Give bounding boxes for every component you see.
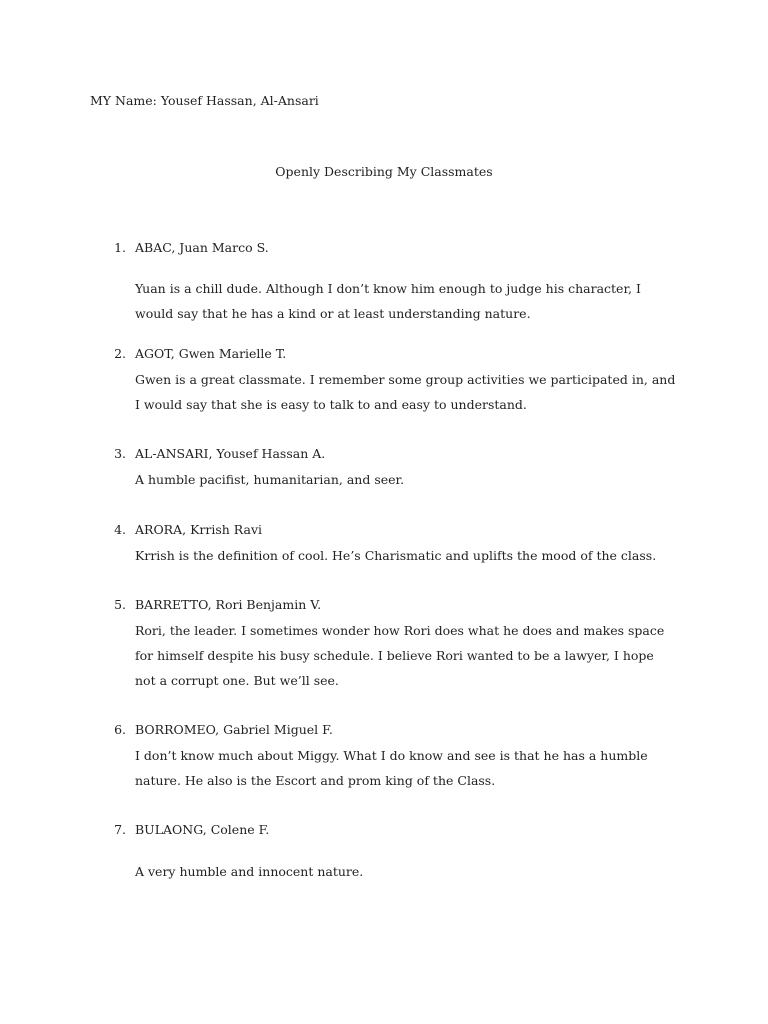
list-item-number: 5. xyxy=(114,597,126,612)
description-line: for himself despite his busy schedule. I believe Rori wanted to be a lawyer, I hope xyxy=(135,648,654,663)
classmate-name: AGOT, Gwen Marielle T. xyxy=(135,346,287,361)
description-line: A very humble and innocent nature. xyxy=(135,864,364,879)
description-line: Gwen is a great classmate. I remember some group activities we participated in, and xyxy=(135,372,676,387)
list-item-number: 6. xyxy=(114,722,126,737)
description-line: would say that he has a kind or at least understanding nature. xyxy=(135,306,531,321)
description-line: nature. He also is the Escort and prom king of the Class. xyxy=(135,773,496,788)
classmate-name: BULAONG, Colene F. xyxy=(135,822,270,837)
list-item-number: 4. xyxy=(114,522,126,537)
classmate-name: BARRETTO, Rori Benjamin V. xyxy=(135,597,322,612)
list-item-number: 3. xyxy=(114,446,126,461)
classmate-name: ARORA, Krrish Ravi xyxy=(135,522,263,537)
author-name-line: MY Name: Yousef Hassan, Al-Ansari xyxy=(90,93,319,108)
classmate-description xyxy=(135,280,695,330)
classmate-name: ABAC, Juan Marco S. xyxy=(135,240,269,255)
list-item-number: 7. xyxy=(114,822,126,837)
description-line: I don’t know much about Miggy. What I do know and see is that he has a humble xyxy=(135,748,648,763)
description-line: Yuan is a chill dude. Although I don’t know him enough to judge his character, I xyxy=(135,281,641,296)
list-item-number: 2. xyxy=(114,346,126,361)
classmate-description xyxy=(135,747,695,797)
list-item-number: 1. xyxy=(114,240,126,255)
classmate-description xyxy=(135,471,695,496)
classmate-name: BORROMEO, Gabriel Miguel F. xyxy=(135,722,333,737)
description-line: I would say that she is easy to talk to and easy to understand. xyxy=(135,397,527,412)
classmate-name: AL-ANSARI, Yousef Hassan A. xyxy=(135,446,326,461)
description-line: not a corrupt one. But we’ll see. xyxy=(135,673,339,688)
classmate-description xyxy=(135,863,695,888)
classmate-description xyxy=(135,371,695,421)
description-line: Krrish is the definition of cool. He’s Charismatic and uplifts the mood of the class. xyxy=(135,548,657,563)
description-line: A humble pacifist, humanitarian, and seer. xyxy=(135,472,405,487)
classmate-description xyxy=(135,622,695,697)
description-line: Rori, the leader. I sometimes wonder how Rori does what he does and makes space xyxy=(135,623,665,638)
document-title: Openly Describing My Classmates xyxy=(275,164,493,179)
classmate-description xyxy=(135,547,695,572)
